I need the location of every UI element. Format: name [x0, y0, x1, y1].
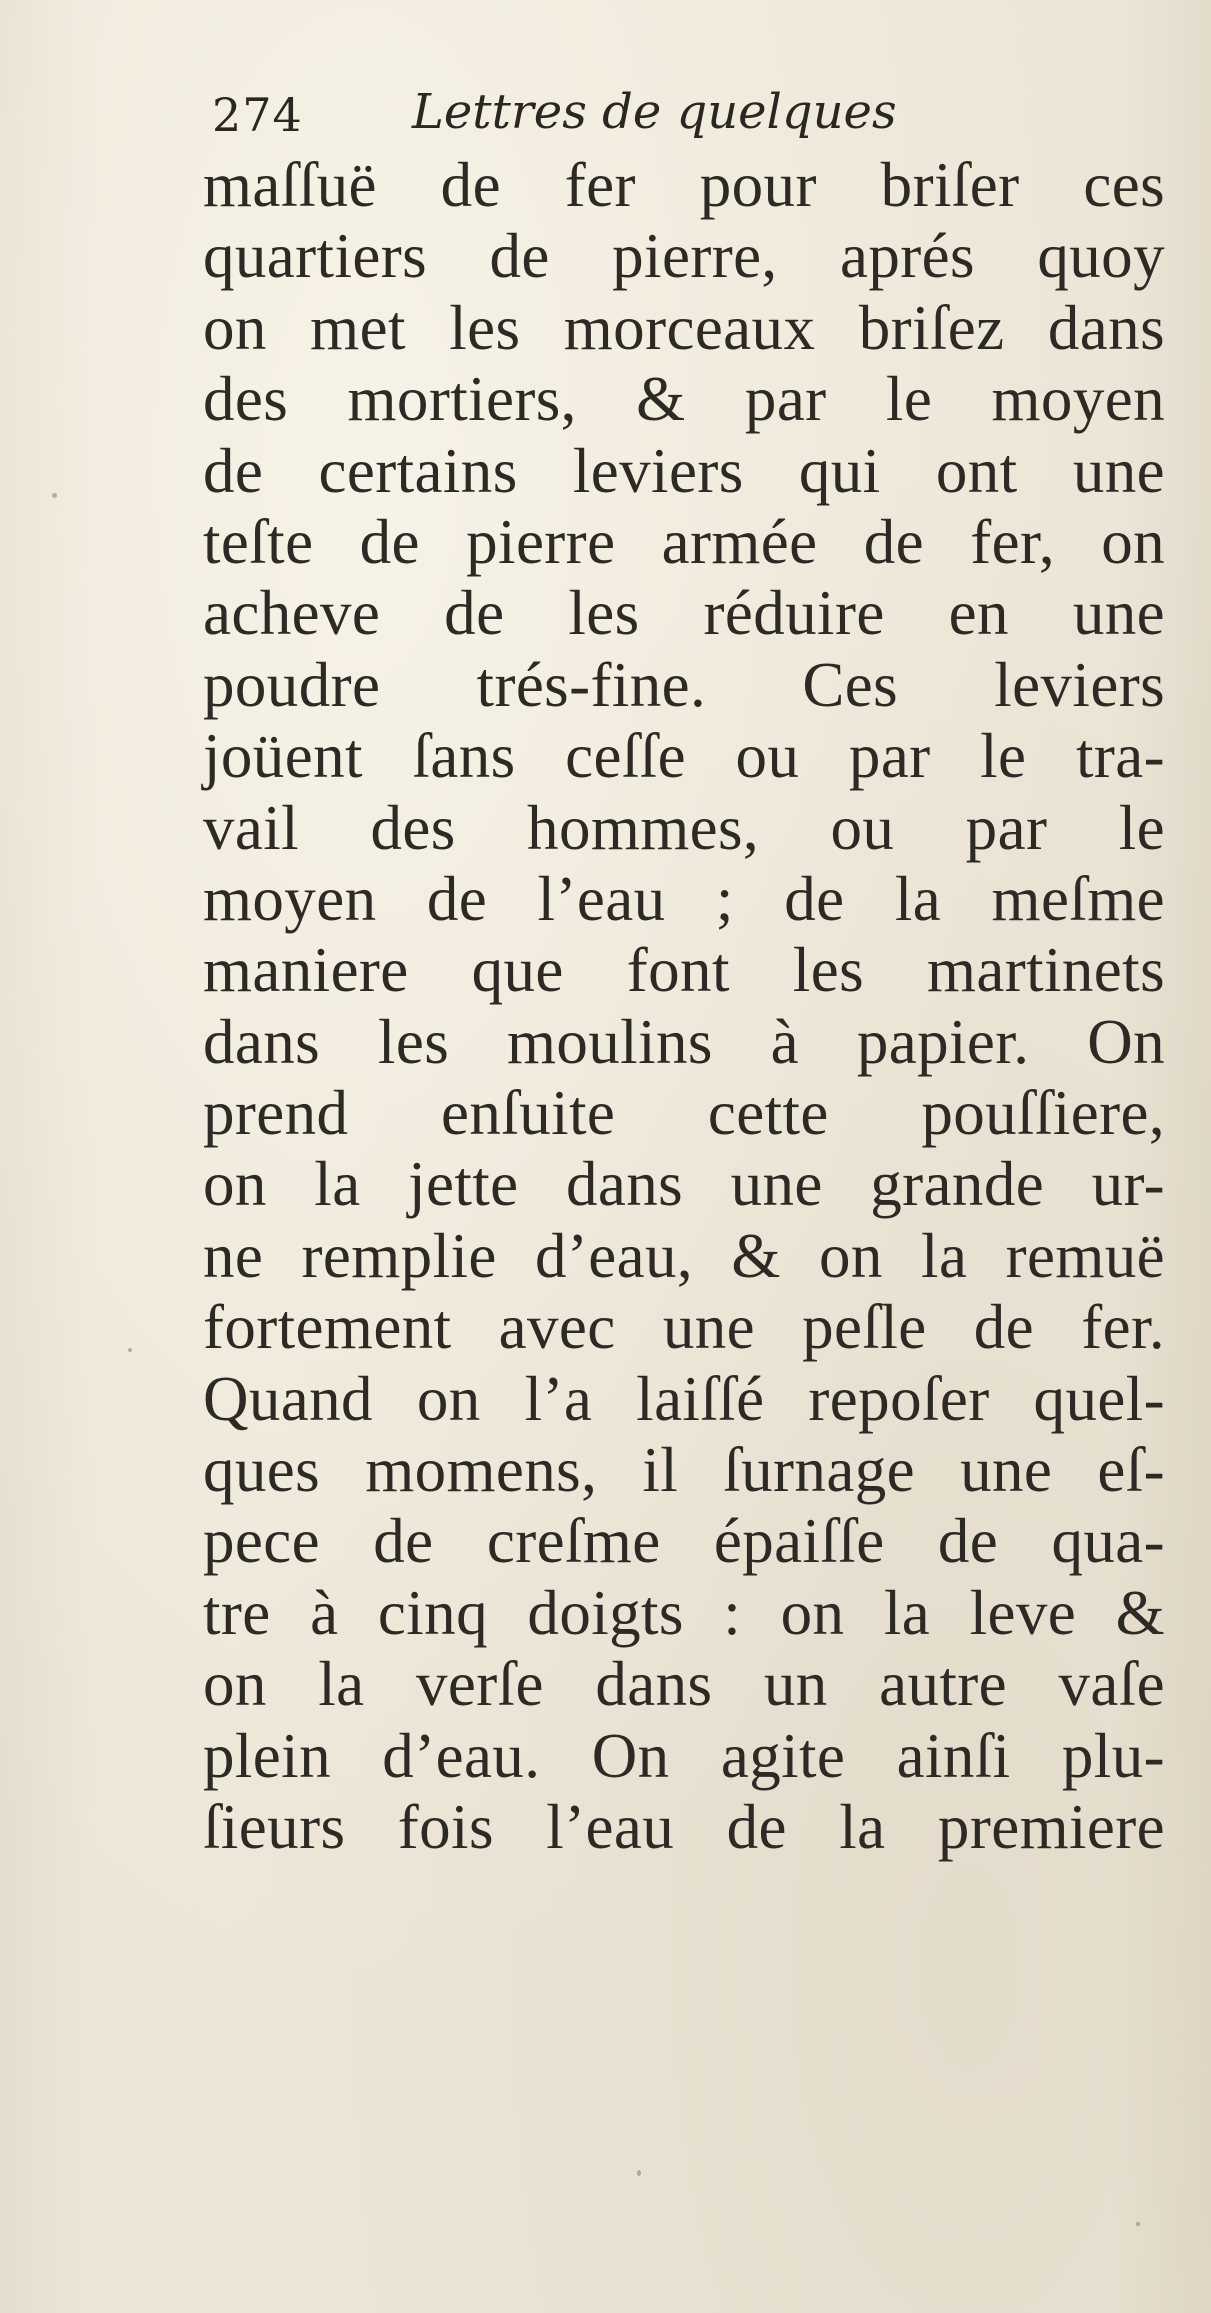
- text-line: on la jette dans une grande ur-: [203, 1149, 1165, 1220]
- text-line: tre à cinq doigts : on la leve &: [203, 1577, 1165, 1648]
- paper-speck: [128, 1348, 132, 1352]
- text-line: joüent ſans ceſſe ou par le tra-: [203, 721, 1165, 792]
- text-line: maſſuë de fer pour briſer ces: [203, 150, 1165, 220]
- body-text: [203, 150, 1165, 1863]
- text-line: ne remplie d’eau, & on la remuë: [203, 1220, 1165, 1291]
- text-line: on la verſe dans un autre vaſe: [203, 1649, 1165, 1720]
- running-head-title: Lettres de quelques: [412, 84, 897, 140]
- text-line: prend enſuite cette pouſſiere,: [203, 1078, 1165, 1149]
- text-line: de certains leviers qui ont une: [203, 435, 1165, 506]
- text-line: acheve de les réduire en une: [203, 578, 1165, 649]
- paper-speck: [1136, 2222, 1140, 2226]
- page-number: 274: [212, 88, 303, 142]
- text-line: on met les morceaux briſez dans: [203, 292, 1165, 363]
- text-line: maniere que font les martinets: [203, 935, 1165, 1006]
- text-line: poudre trés-fine. Ces leviers: [203, 649, 1165, 720]
- text-line: moyen de l’eau ; de la meſme: [203, 863, 1165, 934]
- text-line: fortement avec une peſle de fer.: [203, 1292, 1165, 1363]
- paper-speck: [637, 2170, 641, 2176]
- text-line: dans les moulins à papier. On: [203, 1006, 1165, 1077]
- text-line: plein d’eau. On agite ainſi plu-: [203, 1720, 1165, 1791]
- text-line: vail des hommes, ou par le: [203, 792, 1165, 863]
- text-line: Quand on l’a laiſſé repoſer quel-: [203, 1363, 1165, 1434]
- text-line: teſte de pierre armée de fer, on: [203, 506, 1165, 577]
- text-line: quartiers de pierre, aprés quoy: [203, 221, 1165, 292]
- text-line: ſieurs fois l’eau de la premiere: [203, 1791, 1165, 1862]
- text-line: pece de creſme épaiſſe de qua-: [203, 1506, 1165, 1577]
- running-head: [212, 82, 1012, 148]
- text-line: des mortiers, & par le moyen: [203, 364, 1165, 435]
- paper-speck: [52, 493, 57, 498]
- text-line: ques momens, il ſurnage une eſ-: [203, 1435, 1165, 1506]
